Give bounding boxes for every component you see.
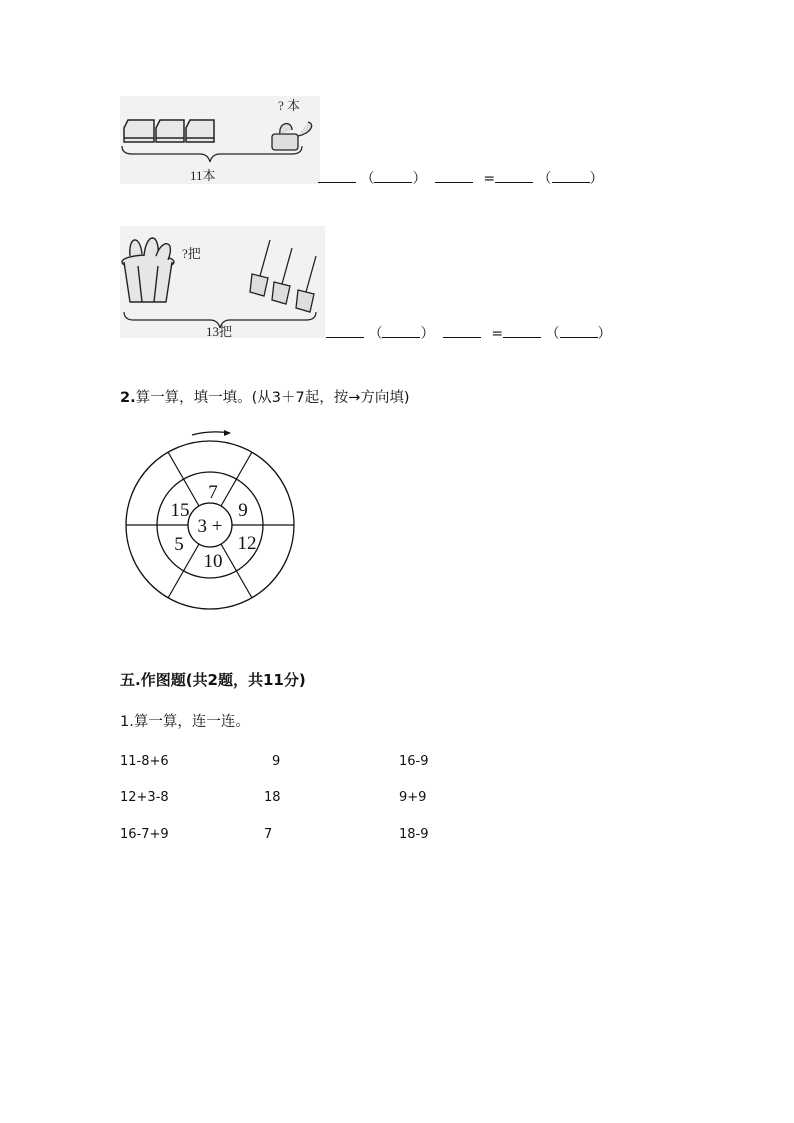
answer-blank[interactable]	[374, 168, 412, 183]
answer-blank[interactable]	[382, 323, 420, 338]
answer-blank[interactable]	[560, 323, 598, 338]
answer-blank[interactable]	[495, 168, 533, 183]
expression-left[interactable]: 16-7+9	[120, 827, 169, 842]
answer-middle[interactable]: 18	[264, 790, 281, 805]
question-2-text: 2.算一算，填一填。(从3＋7起，按→方向填)	[120, 390, 410, 406]
bucket-icon	[122, 238, 174, 302]
equation-a: （ ） = （ ）	[318, 168, 604, 188]
unknown-label: ? 本	[278, 98, 301, 113]
answer-middle[interactable]: 7	[264, 827, 273, 842]
wheel-number: 5	[174, 534, 184, 555]
question-1-text: 1.算一算，连一连。	[120, 714, 250, 730]
number-wheel	[120, 424, 300, 614]
shovels-figure	[120, 226, 325, 338]
wheel-number: 15	[170, 500, 190, 521]
answer-blank[interactable]	[503, 323, 541, 338]
expression-right[interactable]: 18-9	[399, 827, 429, 842]
answer-blank[interactable]	[318, 168, 356, 183]
wheel-center: 3 +	[197, 516, 223, 537]
expression-right[interactable]: 16-9	[399, 754, 429, 769]
answer-blank[interactable]	[552, 168, 590, 183]
answer-blank[interactable]	[443, 323, 481, 338]
total-label: 11本	[190, 168, 216, 183]
books-figure	[120, 96, 320, 184]
wheel-number: 9	[238, 500, 248, 521]
unknown-label: ?把	[182, 246, 201, 261]
total-label: 13把	[206, 324, 233, 338]
schoolbag-icon	[272, 122, 312, 150]
expression-left[interactable]: 12+3-8	[120, 790, 169, 805]
wheel-number: 7	[208, 482, 218, 503]
expression-right[interactable]: 9+9	[399, 790, 427, 805]
books-illustration	[120, 96, 320, 184]
answer-blank[interactable]	[435, 168, 473, 183]
equation-b: （ ） = （ ）	[326, 323, 612, 343]
section-5-title: 五.作图题(共2题，共11分)	[120, 671, 306, 689]
book-icon	[124, 120, 214, 142]
answer-middle[interactable]: 9	[272, 754, 281, 769]
wheel-number: 12	[237, 533, 257, 554]
answer-blank[interactable]	[326, 323, 364, 338]
shovels-illustration	[120, 226, 325, 338]
expression-left[interactable]: 11-8+6	[120, 754, 169, 769]
shovel-icon	[250, 240, 316, 312]
wheel-number: 10	[203, 551, 223, 572]
